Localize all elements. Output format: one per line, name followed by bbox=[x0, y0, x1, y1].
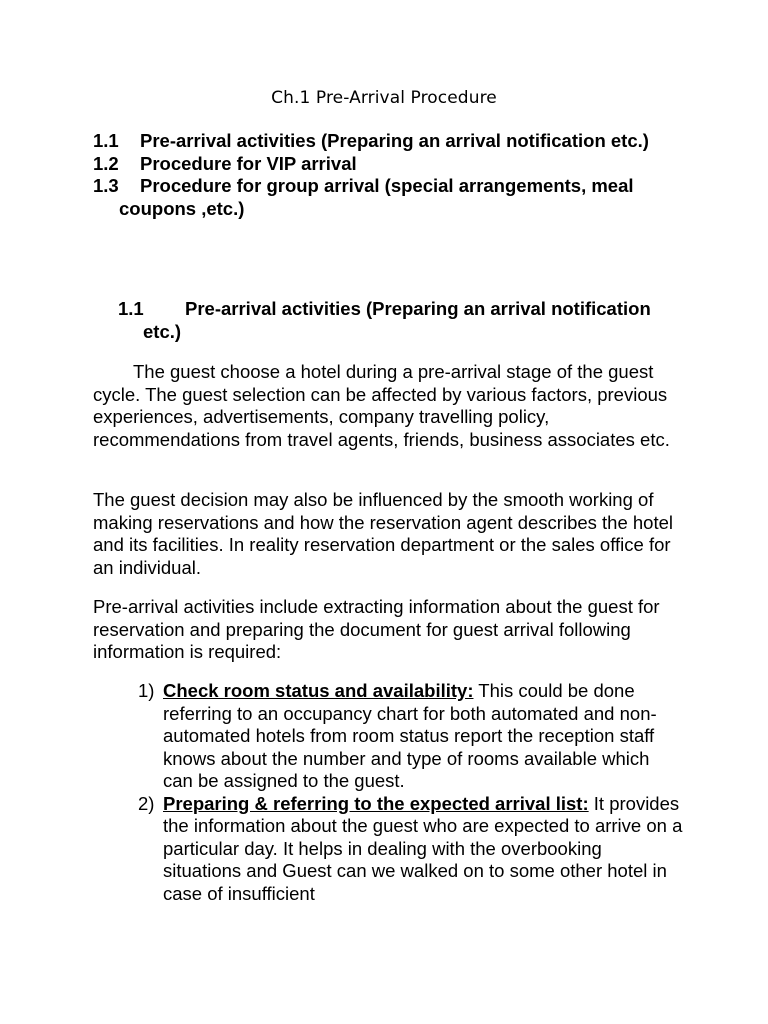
list-item bbox=[138, 680, 683, 793]
toc-item bbox=[93, 153, 693, 176]
toc-item-number: 1.1 bbox=[93, 130, 119, 151]
table-of-contents bbox=[93, 130, 693, 220]
toc-item-number: 1.3 bbox=[93, 175, 119, 196]
list-item-text: This could be done referring to an occupancy chart for both automated and non-automated hotels from room status report the reception staff knows about the number and type of rooms available which can be assigned to the guest. bbox=[163, 680, 657, 791]
list-item-lead: Check room status and availability: bbox=[163, 680, 474, 701]
page-title: Ch.1 Pre-Arrival Procedure bbox=[271, 88, 497, 108]
toc-item-text: Procedure for group arrival (special arrangements, meal coupons ,etc.) bbox=[119, 175, 634, 219]
list-item-text: It provides the information about the guest who are expected to arrive on a particular day. It helps in dealing with the overbooking situations and Guest can we walked on to some other hotel in case of insufficient bbox=[163, 792, 683, 904]
body-paragraph: Pre-arrival activities include extracting information about the guest for reservation and preparing the document for guest arrival following information is required: bbox=[93, 596, 660, 662]
toc-item bbox=[93, 130, 693, 153]
numbered-list bbox=[138, 680, 683, 905]
section-heading-text: Pre-arrival activities (Preparing an arrival notification etc.) bbox=[143, 298, 651, 342]
toc-item bbox=[93, 175, 693, 220]
list-item-lead: Preparing & referring to the expected arrival list: bbox=[163, 792, 589, 814]
list-item-marker: 2) bbox=[138, 792, 155, 814]
body-paragraph: The guest decision may also be influenced by the smooth working of making reservations and how the reservation agent describes the hotel and its facilities. In reality reservation department or the sales office for an individual. bbox=[93, 489, 674, 578]
toc-item-text: Procedure for VIP arrival bbox=[140, 152, 357, 174]
body-paragraph: The guest choose a hotel during a pre-arrival stage of the guest cycle. The guest selection can be affected by various factors, previous experiences, advertisements, company travelling policy, recommendations from travel agents, friends, business associates etc. bbox=[93, 361, 670, 450]
section-number: 1.1 bbox=[118, 298, 144, 319]
toc-item-number: 1.2 bbox=[93, 152, 119, 174]
section-heading bbox=[118, 298, 663, 343]
list-item bbox=[138, 793, 683, 906]
list-item-marker: 1) bbox=[138, 680, 155, 701]
toc-item-text: Pre-arrival activities (Preparing an arrival notification etc.) bbox=[140, 130, 649, 151]
